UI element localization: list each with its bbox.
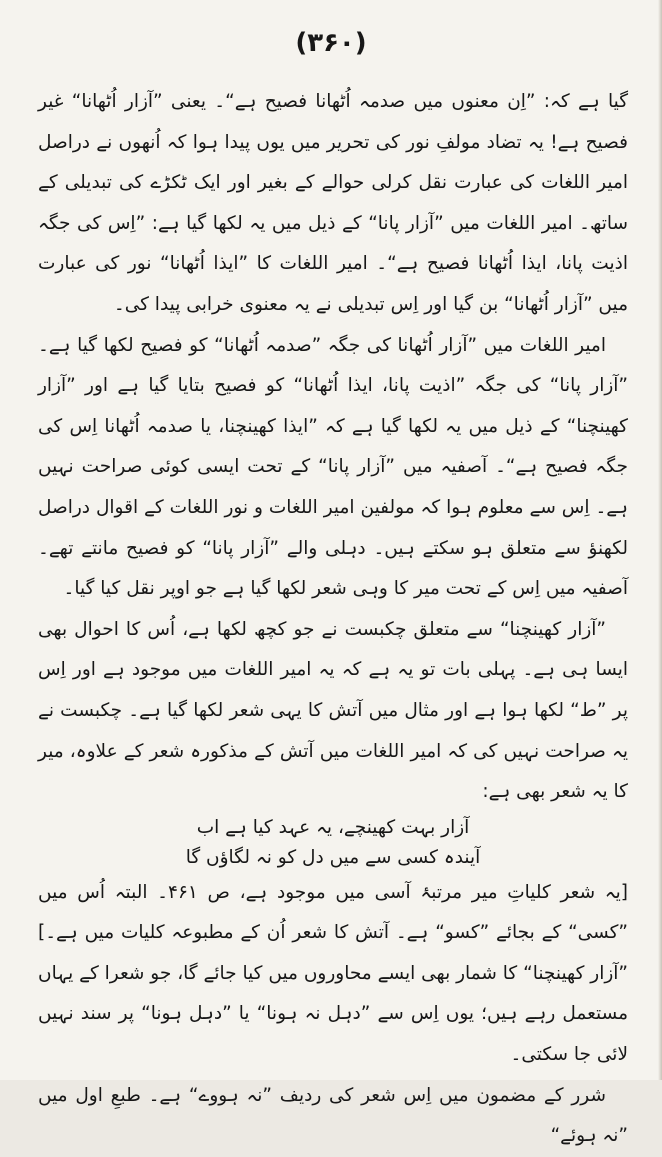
body-text	[38, 82, 628, 1157]
paragraph-1: گیا ہے کہ: ”اِن معنوں میں صدمہ اُٹھانا فصیح ہے“۔ یعنی ”آزار اُٹھانا“ غیر فصیح ہے! یہ تضاد مولفِ نور کی تحریر میں یوں پیدا ہوا کہ اُنھوں نے دراصل امیر اللغات کی عبارت نقل کرلی حوالے کے بغیر اور ایک ٹکڑے کی تبدیلی کے ساتھ۔ امیر اللغات میں ”آزار پانا“ کے ذیل میں یہ لکھا گیا ہے: ”اِس کی جگہ اذیت پانا، ایذا اُٹھانا فصیح ہے“۔ امیر اللغات کا ”ایذا اُٹھانا“ نور کی عبارت میں ”آزار اُٹھانا“ بن گیا اور اِس تبدیلی نے یہ معنوی خرابی پیدا کی۔	[38, 91, 628, 315]
page-number: (۳۶۰)	[295, 28, 367, 58]
paragraph-3: ”آزار کھینچنا“ سے متعلق چکبست نے جو کچھ لکھا ہے، اُس کا احوال بھی ایسا ہی ہے۔ پہلی بات تو یہ ہے کہ یہ امیر اللغات میں موجود ہے اور اِس پر ”ط“ لکھا ہوا ہے اور مثال میں آتش کا یہی شعر لکھا گیا ہے۔ چکبست نے یہ صراحت نہیں کی کہ امیر اللغات میں آتش کے مذکورہ شعر کے علاوہ، میر کا یہ شعر بھی ہے:	[38, 618, 628, 803]
paragraph-5: شرر کے مضمون میں اِس شعر کی ردیف ”نہ ہووے“ ہے۔ طبعِ اول میں ”نہ ہوئے“	[38, 1084, 628, 1147]
page-edge-shadow	[658, 0, 662, 1080]
paragraph-4: [یہ شعر کلیاتِ میر مرتبۂ آسی میں موجود ہے، ص ۴۶۱۔ البتہ اُس میں ”کسی“ کے بجائے ”کسو“ ہے۔ آتش کا شعر اُن کے مطبوعہ کلیات میں ہے۔] ”آزار کھینچنا“ کا شمار بھی ایسے محاوروں میں کیا جائے گا، جو شعرا کے یہاں مستعمل رہے ہیں؛ یوں اِس سے ”دہل نہ ہونا“ یا ”دہل ہونا“ پر سند نہیں لائی جا سکتی۔	[38, 881, 629, 1066]
paragraph-2: امیر اللغات میں ”آزار اُٹھانا کی جگہ ”صدمہ اُٹھانا“ کو فصیح لکھا گیا ہے۔ ”آزار پانا“ کی جگہ ”اذیت پانا، ایذا اُٹھانا“ کو فصیح بتایا گیا ہے اور ”آزار کھینچنا“ کے ذیل میں یہ لکھا گیا ہے کہ ”ایذا کھینچنا، یا صدمہ اُٹھانا اِس کی جگہ فصیح ہے“۔ آصفیہ میں ”آزار پانا“ کے تحت ایسی کوئی صراحت نہیں ہے۔ اِس سے معلوم ہوا کہ مولفین امیر اللغات و نور اللغات کے اقوال دراصل لکھنؤ سے متعلق ہو سکتے ہیں۔ دہلی والے ”آزار پانا“ کو فصیح مانتے تھے۔ آصفیہ میں اِس کے تحت میر کا وہی شعر لکھا گیا ہے جو اوپر نقل کیا گیا۔	[38, 334, 628, 600]
verse-line-1: آزار بہت کھینچے، یہ عہد کیا ہے اب	[196, 816, 470, 838]
verse-line-2: آیندہ کسی سے میں دل کو نہ لگاؤں گا	[185, 846, 481, 868]
